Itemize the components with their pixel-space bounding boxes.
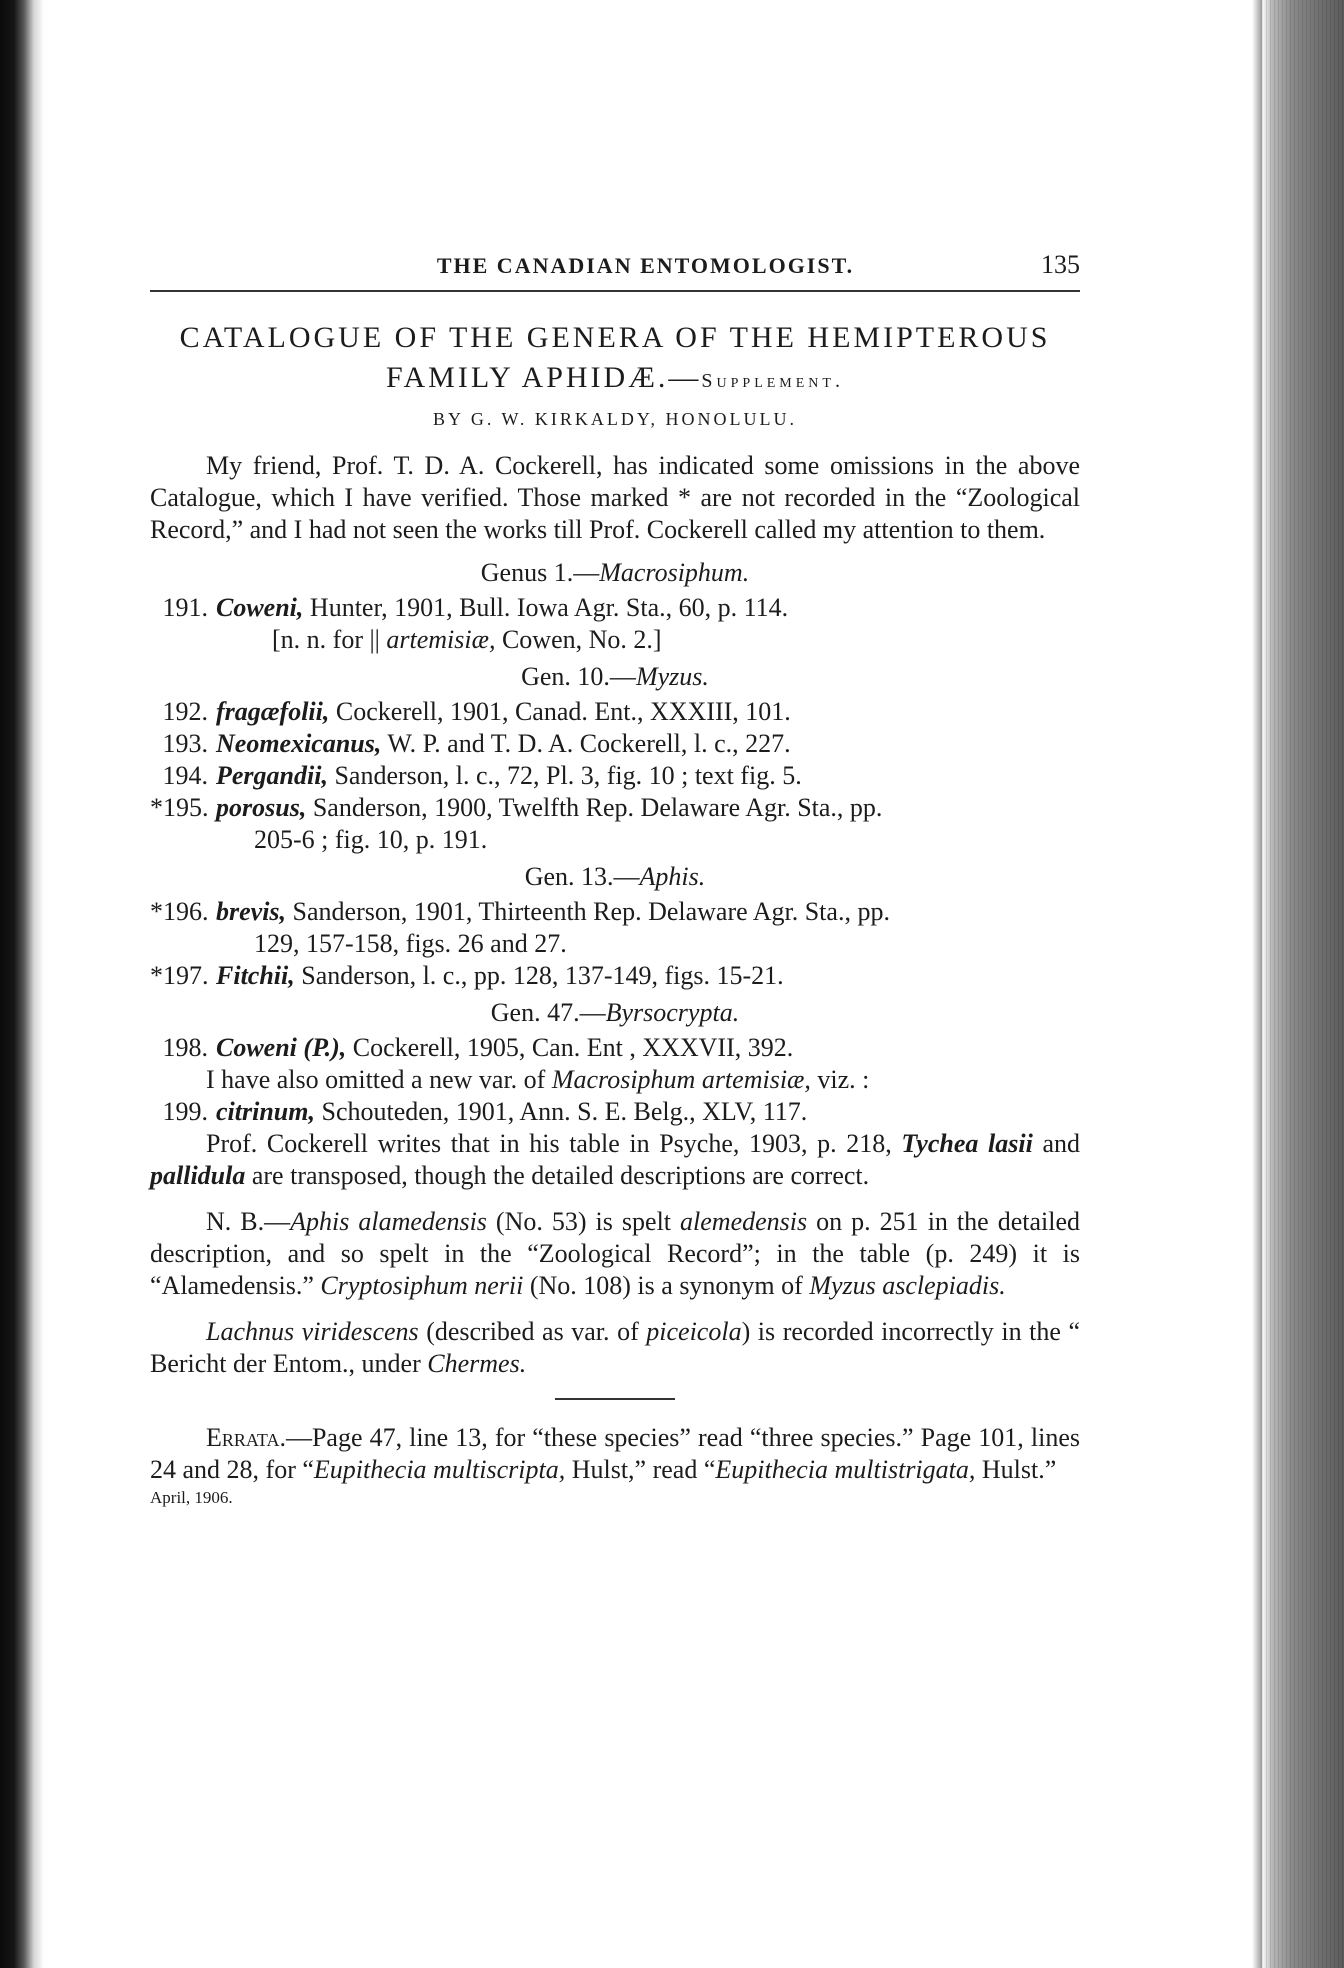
genus-heading-name: Myzus. [635,662,709,691]
variety-note-name: Macrosiphum artemisiæ, [551,1065,811,1094]
genus-heading-prefix: Genus 1.— [480,558,600,587]
catalogue-entry [150,896,1080,928]
entry-note [150,624,1080,656]
genus-heading [150,556,1080,590]
entry-species: Fitchii, [216,961,295,990]
section-divider [555,1398,675,1400]
text-run: and [1032,1129,1080,1158]
catalogue-entry [150,1096,1080,1128]
entry-citation: Sanderson, l. c., pp. 128, 137-149, figs. 15-21. [294,961,784,990]
entry-number: 191. [162,593,208,622]
entry-number: 194. [162,761,208,790]
species-name: Tychea lasii [901,1129,1033,1158]
entry-continuation: 129, 157-158, figs. 26 and 27. [254,929,567,958]
catalogue-entry [150,760,1080,792]
entry-species: porosus, [216,793,307,822]
variety-note-suffix: viz. : [810,1065,870,1094]
page-number: 135 [1041,250,1080,279]
catalogue-entry [150,960,1080,992]
entry-species: brevis, [216,897,287,926]
entry-citation: Hunter, 1901, Bull. Iowa Agr. Sta., 60, p. 114. [303,593,789,622]
text-run: are transposed, though the detailed descriptions are correct. [245,1161,870,1190]
catalogue-entry [150,592,1080,624]
catalogue-entry [150,696,1080,728]
intro-paragraph: My friend, Prof. T. D. A. Cockerell, has indicated some omissions in the above Catalogue, which I have verified. Those marked * are not recorded in the “Zoological Record,” and I had not seen the works till Prof. Cockerell called my attention to them. [150,451,1080,544]
catalogue-entry [150,728,1080,760]
genus-heading-name: Macrosiphum. [599,558,750,587]
article-title [150,318,1080,401]
entry-citation: Sanderson, 1900, Twelfth Rep. Delaware Agr. Sta., pp. [306,793,883,822]
entry-number: *196. [150,897,209,926]
book-spine-shadow [0,0,44,1968]
running-title: THE CANADIAN ENTOMOLOGIST. [436,253,855,278]
species-name: alemedensis [680,1207,808,1236]
entry-number: 198. [162,1033,208,1062]
entry-species: Coweni (P.), [216,1033,347,1062]
species-name: Cryptosiphum nerii [320,1271,524,1300]
genus-heading [150,660,1080,694]
entry-number: *195. [150,793,209,822]
text-run: Hulst,” read “ [565,1455,716,1484]
species-name: Eupithecia multiscripta, [313,1455,566,1484]
page-edge-shadow [1252,0,1262,1968]
text-run: Prof. Cockerell writes that in his table in Psyche, 1903, p. 218, [206,1129,902,1158]
nb-paragraph [150,1206,1080,1302]
species-name: pallidula [150,1161,246,1190]
byline: BY G. W. KIRKALDY, HONOLULU. [432,409,797,429]
running-header [150,250,1080,292]
entry-citation: Schouteden, 1901, Ann. S. E. Belg., XLV, 117. [314,1097,808,1126]
text-run: Hulst.” [975,1455,1057,1484]
text-run: N. B.— [206,1207,291,1236]
species-name: Chermes. [427,1349,527,1378]
catalogue-entry [150,792,1080,824]
text-run: (described as var. of [418,1317,647,1346]
article-title-line2 [150,358,1080,401]
entry-citation: Sanderson, 1901, Thirteenth Rep. Delaware Agr. Sta., pp. [286,897,890,926]
catalogue-entry [150,1032,1080,1064]
text-run: —Page 47, line 13, for “these species” read “three species.” Page 101, lines 24 and 28, for “ [150,1423,1080,1484]
errata-paragraph [150,1422,1080,1486]
entry-number: 199. [162,1097,208,1126]
entry-citation: Cockerell, 1905, Can. Ent , XXXVII, 392. [346,1033,794,1062]
article-title-line1: CATALOGUE OF THE GENERA OF THE HEMIPTEROUS [179,321,1051,354]
entry-number: 192. [162,697,208,726]
text-run: ) is recorded incorrectly in the “ Bericht der Entom., under [150,1317,1080,1378]
dateline: April, 1906. [150,1488,233,1507]
lachnus-paragraph [150,1316,1080,1380]
genus-heading-name: Aphis. [639,862,706,891]
entry-species: Coweni, [216,593,304,622]
species-name: Aphis alamedensis [290,1207,487,1236]
entry-species: Pergandii, [216,761,328,790]
entry-species: fragæfolii, [216,697,330,726]
article-title-family: FAMILY APHIDÆ.— [386,361,702,394]
genus-heading-prefix: Gen. 47.— [490,998,606,1027]
book-fore-edge [1262,0,1344,1968]
errata-label: Errata. [206,1423,286,1452]
genus-heading [150,860,1080,894]
psyche-paragraph [150,1128,1080,1192]
text-run: on p. 251 in the detailed description, and so spelt in the “Zoological Record”; in the table (p. 249) it is “Alamedensis.” [150,1207,1081,1300]
entry-note-open: [n. n. for || [272,625,387,654]
entry-citation: Sanderson, l. c., 72, Pl. 3, fig. 10 ; text fig. 5. [327,761,802,790]
entry-species: citrinum, [216,1097,315,1126]
entry-number: *197. [150,961,209,990]
entry-species: Neomexicanus, [216,729,382,758]
variety-note [150,1064,1080,1096]
entry-citation: W. P. and T. D. A. Cockerell, l. c., 227. [381,729,791,758]
entry-note-name: artemisiæ, [386,625,496,654]
entry-continuation: 205-6 ; fig. 10, p. 191. [254,825,488,854]
entry-note-rest: Cowen, No. 2.] [495,625,662,654]
text-run: (No. 108) is a synonym of [523,1271,810,1300]
genus-heading [150,996,1080,1030]
genus-heading-prefix: Gen. 10.— [521,662,636,691]
text-run: (No. 53) is spelt [486,1207,681,1236]
article-title-supplement: Supplement. [701,370,844,392]
species-name: piceicola [646,1317,742,1346]
genus-heading-name: Byrsocrypta. [605,998,740,1027]
variety-note-prefix: I have also omitted a new var. of [206,1065,552,1094]
species-name: Lachnus viridescens [206,1317,419,1346]
genus-heading-prefix: Gen. 13.— [524,862,640,891]
species-name: Myzus asclepiadis. [809,1271,1006,1300]
entry-citation: Cockerell, 1901, Canad. Ent., XXXIII, 101. [329,697,791,726]
species-name: Eupithecia multistrigata, [715,1455,976,1484]
book-page [150,250,1080,1508]
entry-number: 193. [162,729,208,758]
